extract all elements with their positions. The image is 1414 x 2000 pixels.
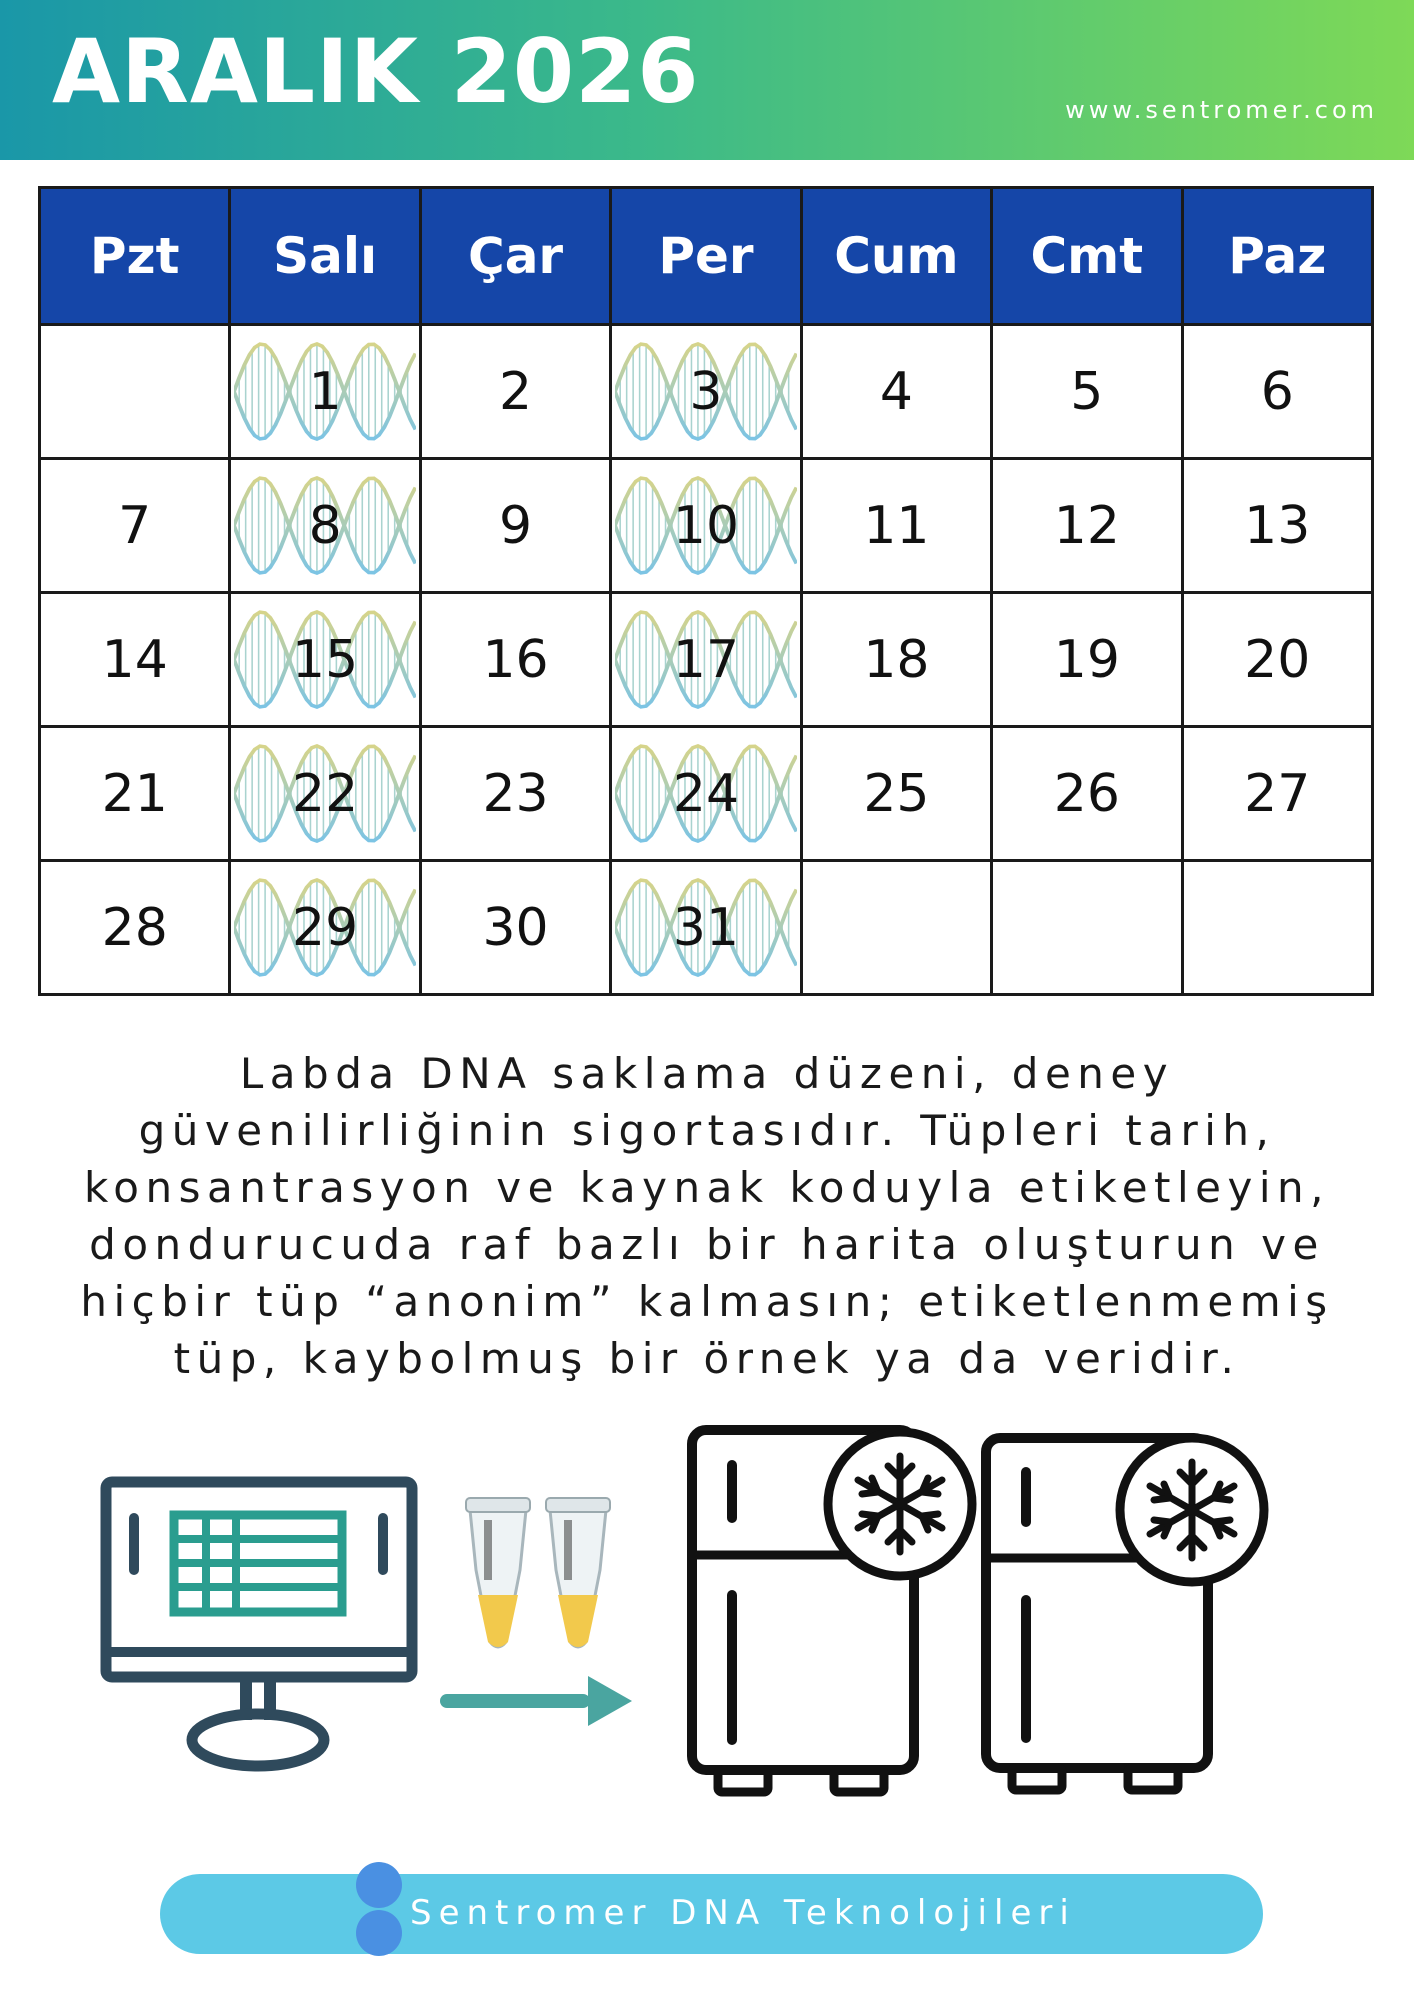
calendar-day-cell [40, 459, 230, 593]
calendar-day-cell [230, 727, 420, 861]
calendar-week-row [40, 861, 1373, 995]
calendar-day-number: 22 [292, 763, 359, 824]
storage-illustration [0, 1420, 1414, 1800]
calendar-day-cell [40, 727, 230, 861]
calendar-day-number: 21 [101, 763, 168, 824]
sample-tube-icon [466, 1498, 610, 1647]
calendar-day-cell [611, 727, 801, 861]
calendar-day-number: 14 [101, 629, 168, 690]
weekday-header: Per [611, 188, 801, 325]
calendar-week-row [40, 727, 1373, 861]
calendar-table [38, 186, 1374, 996]
calendar-day-number: 4 [879, 361, 913, 422]
calendar-day-cell [1182, 325, 1372, 459]
weekday-header: Cum [801, 188, 991, 325]
calendar-day-number: 12 [1053, 495, 1120, 556]
calendar-day-number: 3 [689, 361, 723, 422]
calendar-day-cell [420, 861, 610, 995]
calendar-day-cell [230, 593, 420, 727]
calendar-day-number: 24 [672, 763, 740, 824]
calendar-day-cell [1182, 727, 1372, 861]
calendar-header-row [40, 188, 1373, 325]
website-url: www.sentromer.com [1065, 96, 1378, 124]
calendar-day-cell [992, 593, 1182, 727]
calendar-day-cell [420, 727, 610, 861]
calendar-day-cell [801, 861, 991, 995]
calendar-day-cell [420, 459, 610, 593]
calendar-day-number: 19 [1053, 629, 1120, 690]
arrow-right-icon [440, 1676, 632, 1726]
calendar-day-number: 6 [1260, 361, 1294, 422]
calendar-day-number: 26 [1053, 763, 1120, 824]
calendar-day-number: 29 [292, 897, 359, 958]
calendar-day-number: 7 [118, 495, 152, 556]
calendar-day-number: 10 [672, 495, 740, 556]
calendar-day-cell [611, 861, 801, 995]
calendar-day-cell [992, 727, 1182, 861]
calendar-day-cell [611, 593, 801, 727]
calendar-day-number: 8 [308, 495, 342, 556]
calendar-day-number: 31 [672, 897, 740, 958]
calendar-day-number: 30 [482, 897, 549, 958]
calendar-day-number: 2 [499, 361, 533, 422]
calendar-day-cell [1182, 861, 1372, 995]
calendar-week-row [40, 459, 1373, 593]
calendar-day-cell [801, 325, 991, 459]
calendar-day-number: 20 [1244, 629, 1311, 690]
calendar-day-cell [40, 593, 230, 727]
calendar-day-number: 11 [863, 495, 930, 556]
calendar-day-number: 16 [482, 629, 549, 690]
footer-dot-top [356, 1862, 402, 1908]
calendar-day-number: 5 [1070, 361, 1104, 422]
weekday-header: Salı [230, 188, 420, 325]
page-title: ARALIK 2026 [52, 20, 700, 123]
calendar-day-cell [1182, 593, 1372, 727]
calendar-day-number: 18 [863, 629, 930, 690]
footer-dot-bottom [356, 1910, 402, 1956]
info-paragraph: Labda DNA saklama düzeni, deney güvenilirliğinin sigortasıdır. Tüpleri tarih, konsantrasyon ve kaynak koduyla etiketleyin, dondurucuda raf bazlı bir harita oluşturun ve hiçbir tüp “anonim” kalmasın; etiketlenmemiş tüp, kaybolmuş bir örnek ya da veridir. [80, 1049, 1334, 1383]
calendar-week-row [40, 593, 1373, 727]
calendar-day-cell [992, 861, 1182, 995]
calendar-day-cell [40, 861, 230, 995]
calendar-day-number: 27 [1244, 763, 1311, 824]
calendar-day-number: 25 [863, 763, 930, 824]
calendar-day-cell [420, 593, 610, 727]
calendar-day-cell [1182, 459, 1372, 593]
calendar-day-number: 1 [308, 361, 342, 422]
weekday-header: Çar [420, 188, 610, 325]
header-banner [0, 0, 1414, 160]
calendar-day-cell [611, 459, 801, 593]
calendar-day-cell [40, 325, 230, 459]
calendar-day-cell [992, 459, 1182, 593]
calendar-week-row [40, 325, 1373, 459]
calendar-day-cell [801, 459, 991, 593]
calendar-day-cell [230, 325, 420, 459]
calendar-day-number: 9 [499, 495, 533, 556]
calendar-day-cell [611, 325, 801, 459]
calendar-day-cell [420, 325, 610, 459]
calendar-day-cell [992, 325, 1182, 459]
calendar-day-number: 28 [101, 897, 168, 958]
calendar-day-cell [801, 593, 991, 727]
footer-label: Sentromer DNA Teknolojileri [410, 1893, 1076, 1933]
computer-spreadsheet-icon [106, 1482, 412, 1766]
calendar-day-number: 15 [292, 629, 359, 690]
calendar-day-cell [230, 459, 420, 593]
calendar-day-number: 23 [482, 763, 549, 824]
weekday-header: Cmt [992, 188, 1182, 325]
calendar-body [40, 325, 1373, 995]
weekday-header: Paz [1182, 188, 1372, 325]
calendar-day-cell [801, 727, 991, 861]
weekday-header: Pzt [40, 188, 230, 325]
calendar-day-number: 17 [672, 629, 740, 690]
calendar-day-cell [230, 861, 420, 995]
calendar-day-number: 13 [1244, 495, 1311, 556]
